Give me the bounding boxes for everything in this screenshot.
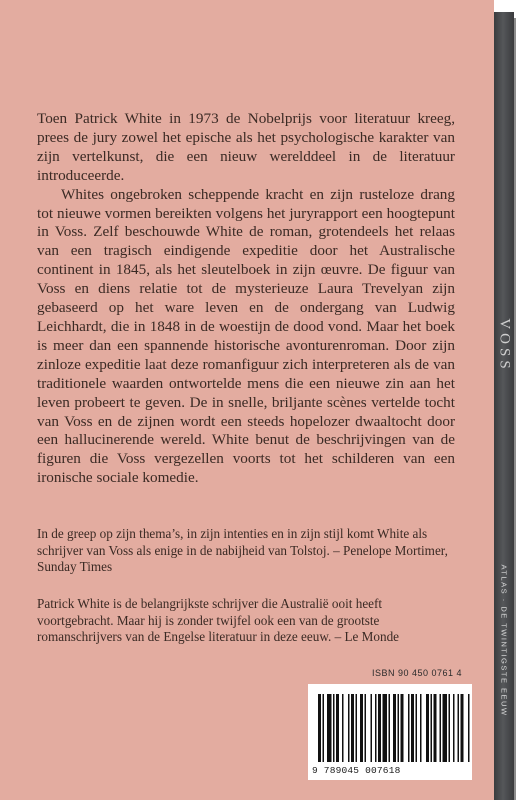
isbn-label: ISBN 90 450 0761 4: [372, 668, 463, 678]
spine-title: VOSS: [496, 317, 513, 373]
review-quote-text: In de greep op zijn thema’s, in zijn intenties en in zijn stijl komt White als schrijver van Voss als enige in de nabijheid van Tolstoj. – Penelope Mortimer, Sunday Times: [37, 526, 448, 575]
review-quote-text: Patrick White is de belangrijkste schrijver die Australië ooit heeft voortgebracht. Maar hij is zonder twijfel ook een van de grootste romanschrijvers van de Engelse literatuur in deze eeuw. – Le Monde: [37, 596, 400, 645]
spine-series-name: ATLAS · DE TWINTIGSTE EEUW: [499, 563, 509, 717]
blurb-paragraph-1: Toen Patrick White in 1973 de Nobelprijs voor literatuur kreeg, prees de jury zowel het epische als het psychologische karakter van zijn vertelkunst, die een nieuw werelddeel in de literatuur introduceerde.: [37, 110, 455, 184]
review-quote-1: [37, 526, 455, 576]
blurb: [37, 110, 455, 488]
spine-series-wrap: [494, 520, 514, 760]
blurb-paragraph-2: Whites ongebroken scheppende kracht en zijn rusteloze drang tot nieuwe vormen bereikten volgens het juryrapport een hoogtepunt in Voss. Zelf beschouwde White de roman, grotendeels het relaas van een tragisch eindigende expeditie door het Australische continent in 1845, als het sleutelboek in zijn œuvre. De figuur van Voss en diens relatie tot de mysterieuze Laura Trevelyan zijn gebaseerd op het ware leven en de ondergang van Ludwig Leichhardt, die in 1848 in de woestijn de dood vond. Maar het boek is meer dan een spannende historische avonturenroman. Door zijn zinloze expeditie laat deze romanfiguur zich interpreteren als de van traditionele waarden ontwortelde mens die een nieuwe zin aan het leven probeert te geven. De in snelle, briljante scènes vertelde tocht van Voss en de zijnen wordt een steeds hopelozer dwaaltocht door een hallucinerende wereld. White benut de beschrijvingen van de figuren die Voss vergezellen voorts tot het schilderen van een ironische sociale komedie.: [37, 185, 455, 487]
barcode-digits: 9 789045 007618: [312, 765, 401, 776]
spine-title-wrap: [494, 300, 514, 390]
review-quote-2: [37, 596, 455, 646]
